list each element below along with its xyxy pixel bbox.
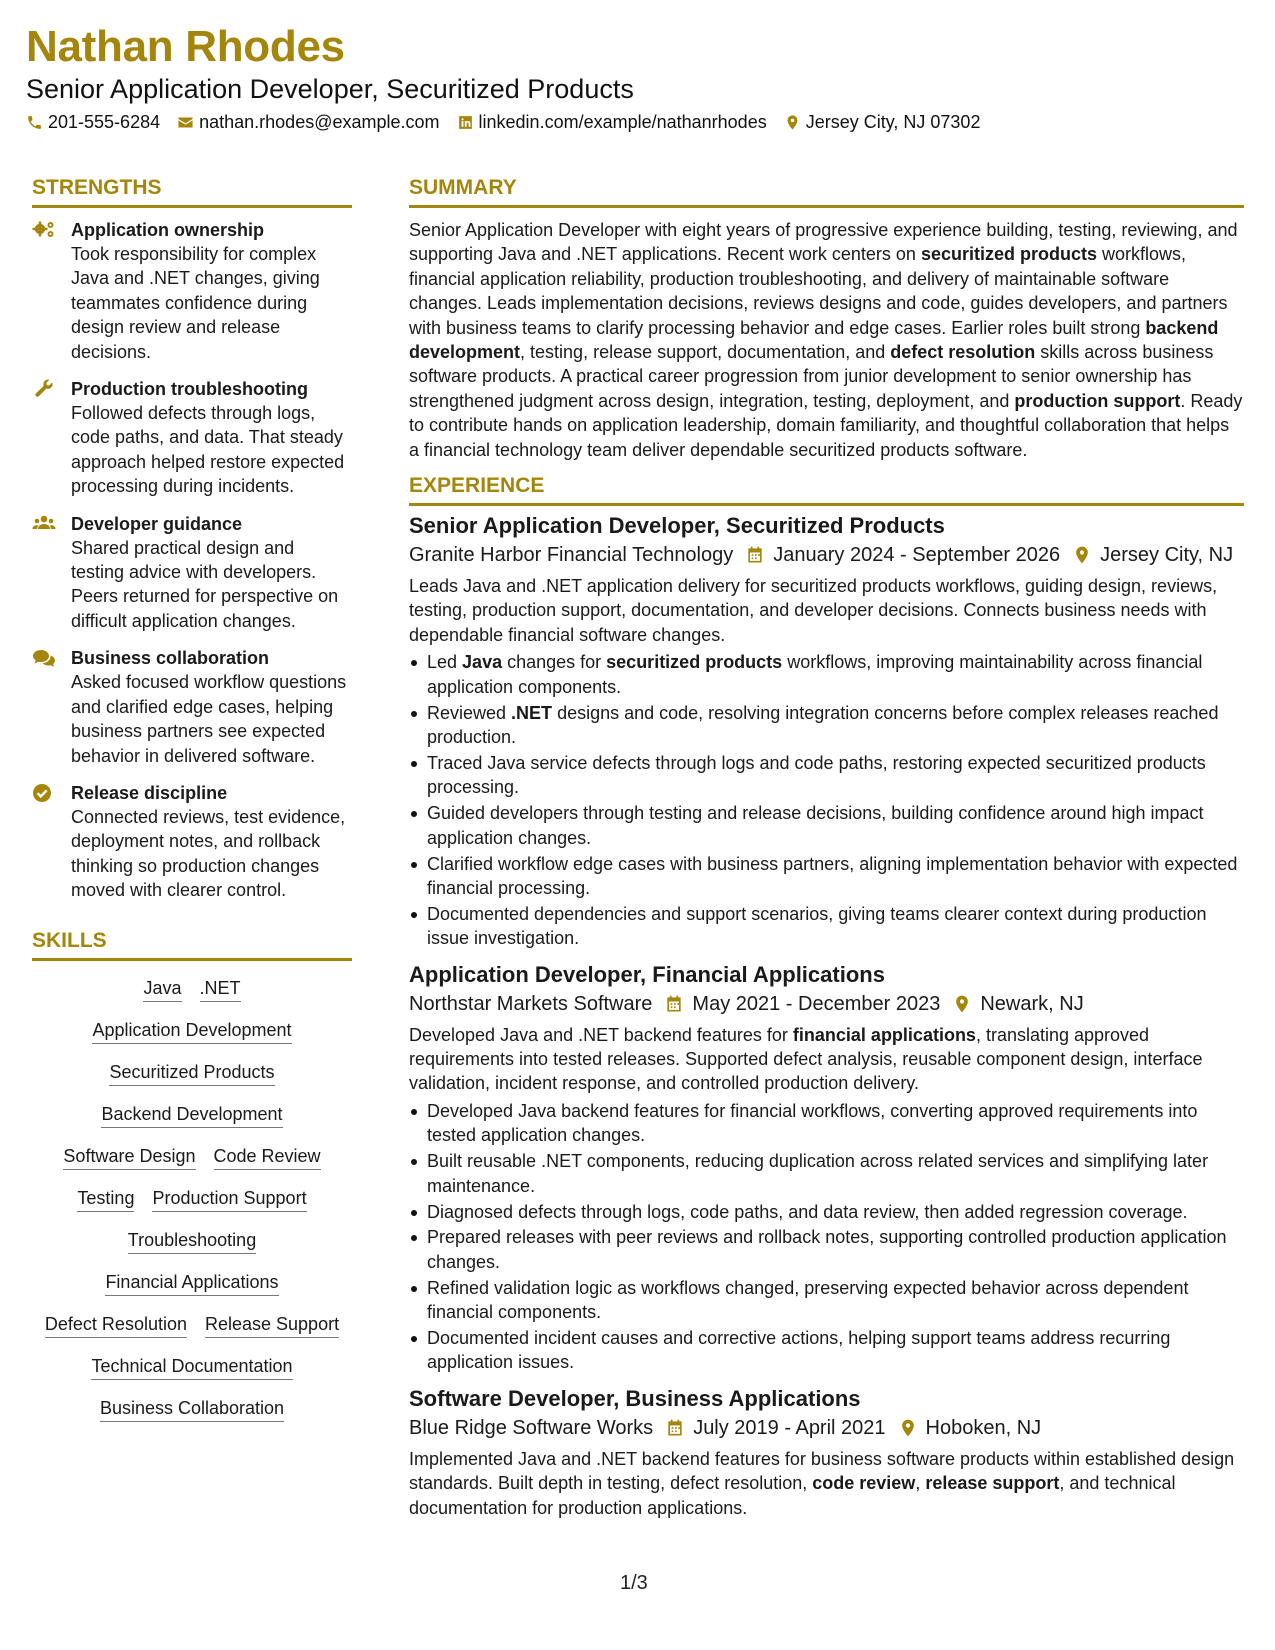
skill-row	[32, 1145, 352, 1170]
job-description	[409, 574, 1244, 647]
emphasis-text: securitized products	[920, 244, 1097, 265]
text-run: changes for	[502, 652, 607, 673]
skills-list	[32, 977, 352, 1422]
bullet-item	[409, 1149, 1244, 1198]
job-dates: May 2021 - December 2023	[692, 992, 941, 1015]
job-entry	[409, 1385, 1244, 1520]
bullet-item	[409, 701, 1244, 750]
summary-text	[409, 218, 1244, 462]
experience-heading: EXPERIENCE	[409, 474, 1244, 506]
text-run: skills across business software products. A practical career progression from junior development to senior ownership has strengthened judgment across design, integration, testing, deployment, and	[409, 342, 1214, 411]
job-location: Jersey City, NJ	[1100, 544, 1234, 567]
location-icon	[952, 994, 972, 1014]
strength-title: Business collaboration	[71, 648, 270, 669]
text-run: Guided developers through testing and release decisions, building confidence around high impact application changes.	[427, 803, 1204, 848]
job-title: Application Developer, Financial Applications	[409, 961, 885, 987]
emphasis-text: securitized products	[606, 652, 783, 673]
skill-tag: Business Collaboration	[100, 1397, 284, 1422]
skill-tag: Software Design	[63, 1145, 195, 1170]
job-title: Software Developer, Business Applications	[409, 1385, 861, 1411]
skill-row	[32, 977, 352, 1002]
strength-desc: Shared practical design and testing advice with developers. Peers returned for perspective on difficult application changes.	[71, 537, 339, 631]
text-run: Clarified workflow edge cases with business partners, aligning implementation behavior with expected financial processing.	[427, 853, 1238, 898]
emphasis-text: backend development	[409, 317, 1219, 363]
emphasis-text: .NET	[511, 702, 553, 723]
check-circle-icon	[32, 783, 56, 803]
skill-tag: Financial Applications	[105, 1271, 278, 1296]
skill-tag: Application Development	[92, 1019, 291, 1044]
contact-location	[784, 112, 981, 133]
emphasis-text: financial applications	[792, 1024, 976, 1045]
skill-tag: Troubleshooting	[128, 1229, 256, 1254]
skill-tag: Java	[143, 977, 181, 1002]
job-dates: July 2019 - April 2021	[693, 1416, 886, 1439]
strength-desc: Took responsibility for complex Java and .NET changes, giving teammates confidence during design review and release decisions.	[71, 244, 320, 362]
strength-title: Developer guidance	[71, 513, 243, 534]
text-run: , testing, release support, documentation, and	[520, 342, 891, 363]
skill-tag: Testing	[77, 1187, 134, 1212]
text-run: Senior Application Developer with eight years of progressive experience building, testing, reviewing, and supporting Java and .NET applications. Recent work centers on	[409, 220, 1238, 265]
contact-email[interactable]	[177, 112, 439, 133]
text-run: Reviewed	[427, 702, 512, 723]
bullet-item	[409, 1326, 1244, 1375]
skill-row	[32, 1397, 352, 1422]
linkedin-icon	[457, 114, 474, 131]
job-title: Senior Application Developer, Securitized Products	[409, 513, 945, 539]
right-column	[409, 176, 1244, 1530]
job-location: Hoboken, NJ	[925, 1416, 1042, 1439]
job-meta	[409, 1413, 1244, 1443]
text-run: Documented dependencies and support scenarios, giving teams clearer context during production issue investigation.	[427, 903, 1207, 949]
job-bullets	[409, 1099, 1244, 1375]
bullet-item	[409, 751, 1244, 800]
skill-tag: Securitized Products	[109, 1061, 274, 1086]
text-run: Diagnosed defects through logs, code paths, and data review, then added regression coverage.	[427, 1201, 1188, 1222]
text-run: . Ready to contribute hands on application leadership, domain familiarity, and thoughtful collaboration that helps a financial technology team deliver dependable securitized products software.	[409, 390, 1243, 460]
location-icon	[898, 1418, 918, 1438]
skill-row	[32, 1187, 352, 1212]
text-run: , translating approved requirements into tested releases. Supported defect analysis, reusable component design, interface validation, incident response, and controlled production delivery.	[409, 1024, 1203, 1094]
users-icon	[32, 514, 56, 534]
comments-icon	[32, 648, 56, 668]
contact-bar	[26, 112, 997, 133]
contact-text: Jersey City, NJ 07302	[805, 112, 981, 132]
job-description	[409, 1447, 1244, 1520]
skill-row	[32, 1061, 352, 1086]
text-run: Implemented Java and .NET backend features for business software products within established design standards. Built depth in testing, defect resolution,	[409, 1448, 1235, 1494]
calendar-icon	[664, 994, 684, 1014]
contact-phone[interactable]	[26, 112, 160, 133]
email-icon	[177, 114, 194, 131]
calendar-icon	[665, 1418, 685, 1438]
left-column	[32, 176, 352, 1439]
bullet-item	[409, 852, 1244, 901]
strength-desc: Followed defects through logs, code paths, and data. That steady approach helped restore expected processing during incidents.	[71, 403, 345, 497]
strength-title: Production troubleshooting	[71, 379, 308, 400]
text-run: designs and code, resolving integration concerns before complex releases reached production.	[427, 702, 1219, 747]
strength-title: Application ownership	[71, 220, 265, 240]
emphasis-text: defect resolution	[890, 342, 1036, 363]
contact-text: 201-555-6284	[48, 112, 161, 132]
skill-row	[32, 1355, 352, 1380]
text-run: Developed Java and .NET backend features for	[409, 1024, 793, 1045]
job-company: Granite Harbor Financial Technology	[409, 544, 734, 567]
text-run: Refined validation logic as workflows changed, preserving expected behavior across dependent financial components.	[427, 1277, 1189, 1323]
job-dates: January 2024 - September 2026	[773, 544, 1061, 567]
text-run: Developed Java backend features for financial workflows, converting approved requirements into tested application changes.	[427, 1100, 1198, 1146]
candidate-name: Nathan Rhodes	[26, 22, 345, 71]
phone-icon	[26, 114, 43, 131]
emphasis-text: code review	[812, 1473, 916, 1494]
gears-icon	[32, 220, 56, 240]
text-run: Built reusable .NET components, reducing duplication across related services and simplifying later maintenance.	[427, 1151, 1209, 1196]
location-icon	[784, 114, 801, 131]
text-run: Led	[427, 652, 463, 673]
skill-row	[32, 1103, 352, 1128]
strengths-heading: STRENGTHS	[32, 176, 352, 208]
text-run: Leads Java and .NET application delivery for securitized products workflows, guiding design, reviews, testing, production support, documentation, and developer decisions. Connects business needs with dependable financial software changes.	[409, 576, 1218, 645]
bullet-item	[409, 1099, 1244, 1148]
job-location: Newark, NJ	[980, 992, 1084, 1015]
text-run: , and technical documentation for production applications.	[409, 1473, 1176, 1518]
page-number: 1/3	[620, 1572, 648, 1594]
emphasis-text: Java	[462, 652, 503, 673]
wrench-icon	[32, 379, 56, 399]
strength-desc: Connected reviews, test evidence, deployment notes, and rollback thinking so production changes moved with clearer control.	[71, 806, 346, 901]
skill-tag: .NET	[200, 977, 241, 1002]
bullet-item	[409, 650, 1244, 699]
strength-item	[32, 512, 352, 634]
skills-heading: SKILLS	[32, 929, 352, 961]
candidate-headline: Senior Application Developer, Securitized Products	[26, 74, 634, 104]
contact-text: nathan.rhodes@example.com	[199, 112, 440, 132]
strength-desc: Asked focused workflow questions and clarified edge cases, helping business partners see expected behavior in delivered software.	[71, 672, 347, 766]
skill-tag: Technical Documentation	[91, 1355, 292, 1380]
summary-heading: SUMMARY	[409, 176, 1244, 208]
contact-linkedin[interactable]	[457, 112, 767, 133]
text-run: Traced Java service defects through logs and code paths, restoring expected securitized products processing.	[427, 752, 1206, 798]
text-run: workflows, financial application reliability, production troubleshooting, and delivery of maintainable software changes. Leads implementation decisions, reviews designs and code, guides developers, and partners with business teams to clarify processing behavior and edge cases. Earlier roles built strong	[409, 244, 1228, 338]
bullet-item	[409, 801, 1244, 850]
skill-tag: Backend Development	[101, 1103, 282, 1128]
bullet-item	[409, 1276, 1244, 1325]
job-meta	[409, 989, 1244, 1019]
skill-tag: Release Support	[205, 1313, 339, 1338]
text-run: ,	[915, 1473, 926, 1494]
bullet-item	[409, 1225, 1244, 1274]
skill-tag: Production Support	[152, 1187, 306, 1212]
strength-item	[32, 377, 352, 499]
job-bullets	[409, 650, 1244, 950]
job-entry	[409, 512, 1244, 951]
skill-row	[32, 1019, 352, 1044]
strength-item	[32, 646, 352, 768]
skill-row	[32, 1313, 352, 1338]
emphasis-text: production support	[1014, 390, 1181, 411]
skill-tag: Code Review	[214, 1145, 321, 1170]
strength-item	[32, 218, 352, 364]
text-run: Documented incident causes and corrective actions, helping support teams address recurring application issues.	[427, 1328, 1171, 1373]
strength-title: Release discipline	[71, 782, 228, 803]
skill-tag: Defect Resolution	[45, 1313, 187, 1338]
calendar-icon	[745, 545, 765, 565]
experience-list	[409, 512, 1244, 1520]
skill-row	[32, 1229, 352, 1254]
job-description	[409, 1023, 1244, 1096]
contact-text: linkedin.com/example/nathanrhodes	[478, 112, 767, 132]
bullet-item	[409, 902, 1244, 951]
job-meta	[409, 540, 1244, 570]
skill-row	[32, 1271, 352, 1296]
text-run: Prepared releases with peer reviews and rollback notes, supporting controlled production application changes.	[427, 1227, 1227, 1272]
bullet-item	[409, 1200, 1244, 1224]
emphasis-text: release support	[925, 1473, 1060, 1494]
job-entry	[409, 961, 1244, 1375]
job-company: Blue Ridge Software Works	[409, 1416, 654, 1439]
location-icon	[1072, 545, 1092, 565]
text-run: workflows, improving maintainability across financial application components.	[427, 652, 1203, 697]
job-company: Northstar Markets Software	[409, 992, 653, 1015]
strength-item	[32, 781, 352, 903]
